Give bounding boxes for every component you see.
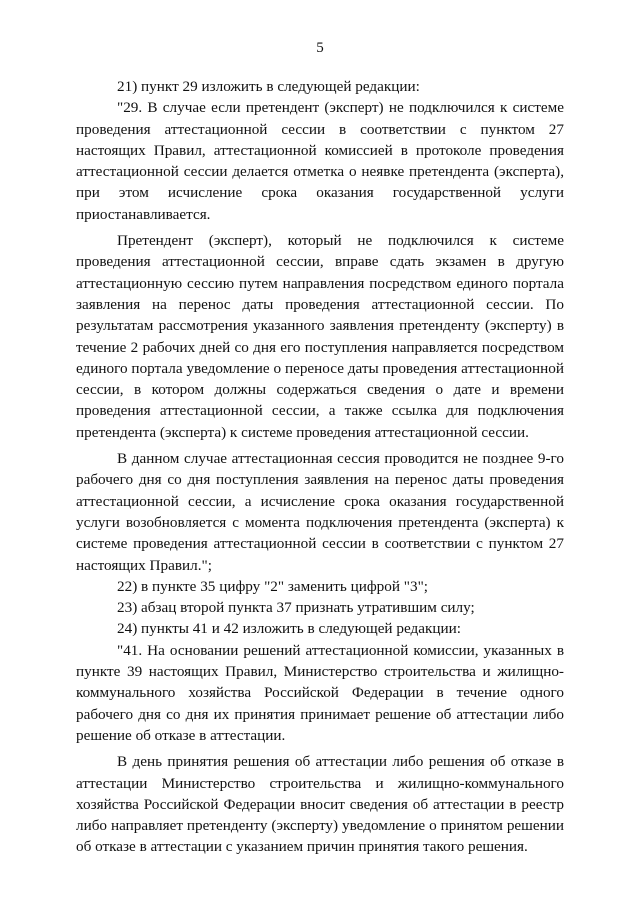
paragraph-item-22: 22) в пункте 35 цифру "2" заменить цифрой "3";	[117, 577, 428, 595]
paragraph-item-24: 24) пункты 41 и 42 изложить в следующей редакции:	[117, 620, 461, 638]
paragraph-point-29: "29. В случае если претендент (эксперт) не подключился к системе проведения аттестационной сессии в соответствии с пунктом 27 настоящих Правил, аттестационной комиссией в протоколе проведения аттестационной сессии делается отметка о неявке претендента (эксперта), при этом исчисление срока оказания государственной услуги приостанавливается.	[76, 99, 564, 223]
page-number: 5	[316, 40, 324, 56]
paragraph-point-41: "41. На основании решений аттестационной комиссии, указанных в пункте 39 настоящих Правил, Министерство строительства и жилищно-коммунального хозяйства Российской Федерации в течение одного рабочего дня со дня их принятия принимает решение об аттестации либо решение об отказе в аттестации.	[76, 641, 564, 744]
paragraph-decision-day: В день принятия решения об аттестации либо решения об отказе в аттестации Министерство строительства и жилищно-коммунального хозяйства Российской Федерации вносит сведения об аттестации в реестр либо направляет претенденту (эксперту) уведомление о принятом решении об отказе в аттестации с указанием причин принятия такого решения.	[76, 753, 564, 856]
paragraph-session-deadline: В данном случае аттестационная сессия проводится не позднее 9-го рабочего дня со дня поступления заявления на перенос даты проведения аттестационной сессии, а исчисление срока оказания государственной услуги возобновляется с момента подключения претендента (эксперта) к системе проведения аттестационной сессии в соответствии с пунктом 27 настоящих Правил.";	[76, 450, 564, 574]
paragraph-item-23: 23) абзац второй пункта 37 признать утратившим силу;	[117, 599, 475, 617]
paragraph-reschedule: Претендент (эксперт), который не подключился к системе проведения аттестационной сессии, вправе сдать экзамен в другую аттестационную сессию путем направления посредством единого портала заявления на перенос даты проведения аттестационной сессии. По результатам рассмотрения указанного заявления претенденту (эксперту) в течение 2 рабочих дней со дня его поступления направляется посредством единого портала уведомление о переносе даты проведения аттестационной сессии, в котором должны содержаться сведения о дате и времени проведения аттестационной сессии, а также ссылка для подключения претендента (эксперта) к системе проведения аттестационной сессии.	[76, 232, 564, 441]
paragraph-item-21: 21) пункт 29 изложить в следующей редакции:	[117, 78, 420, 95]
document-body	[76, 76, 564, 858]
